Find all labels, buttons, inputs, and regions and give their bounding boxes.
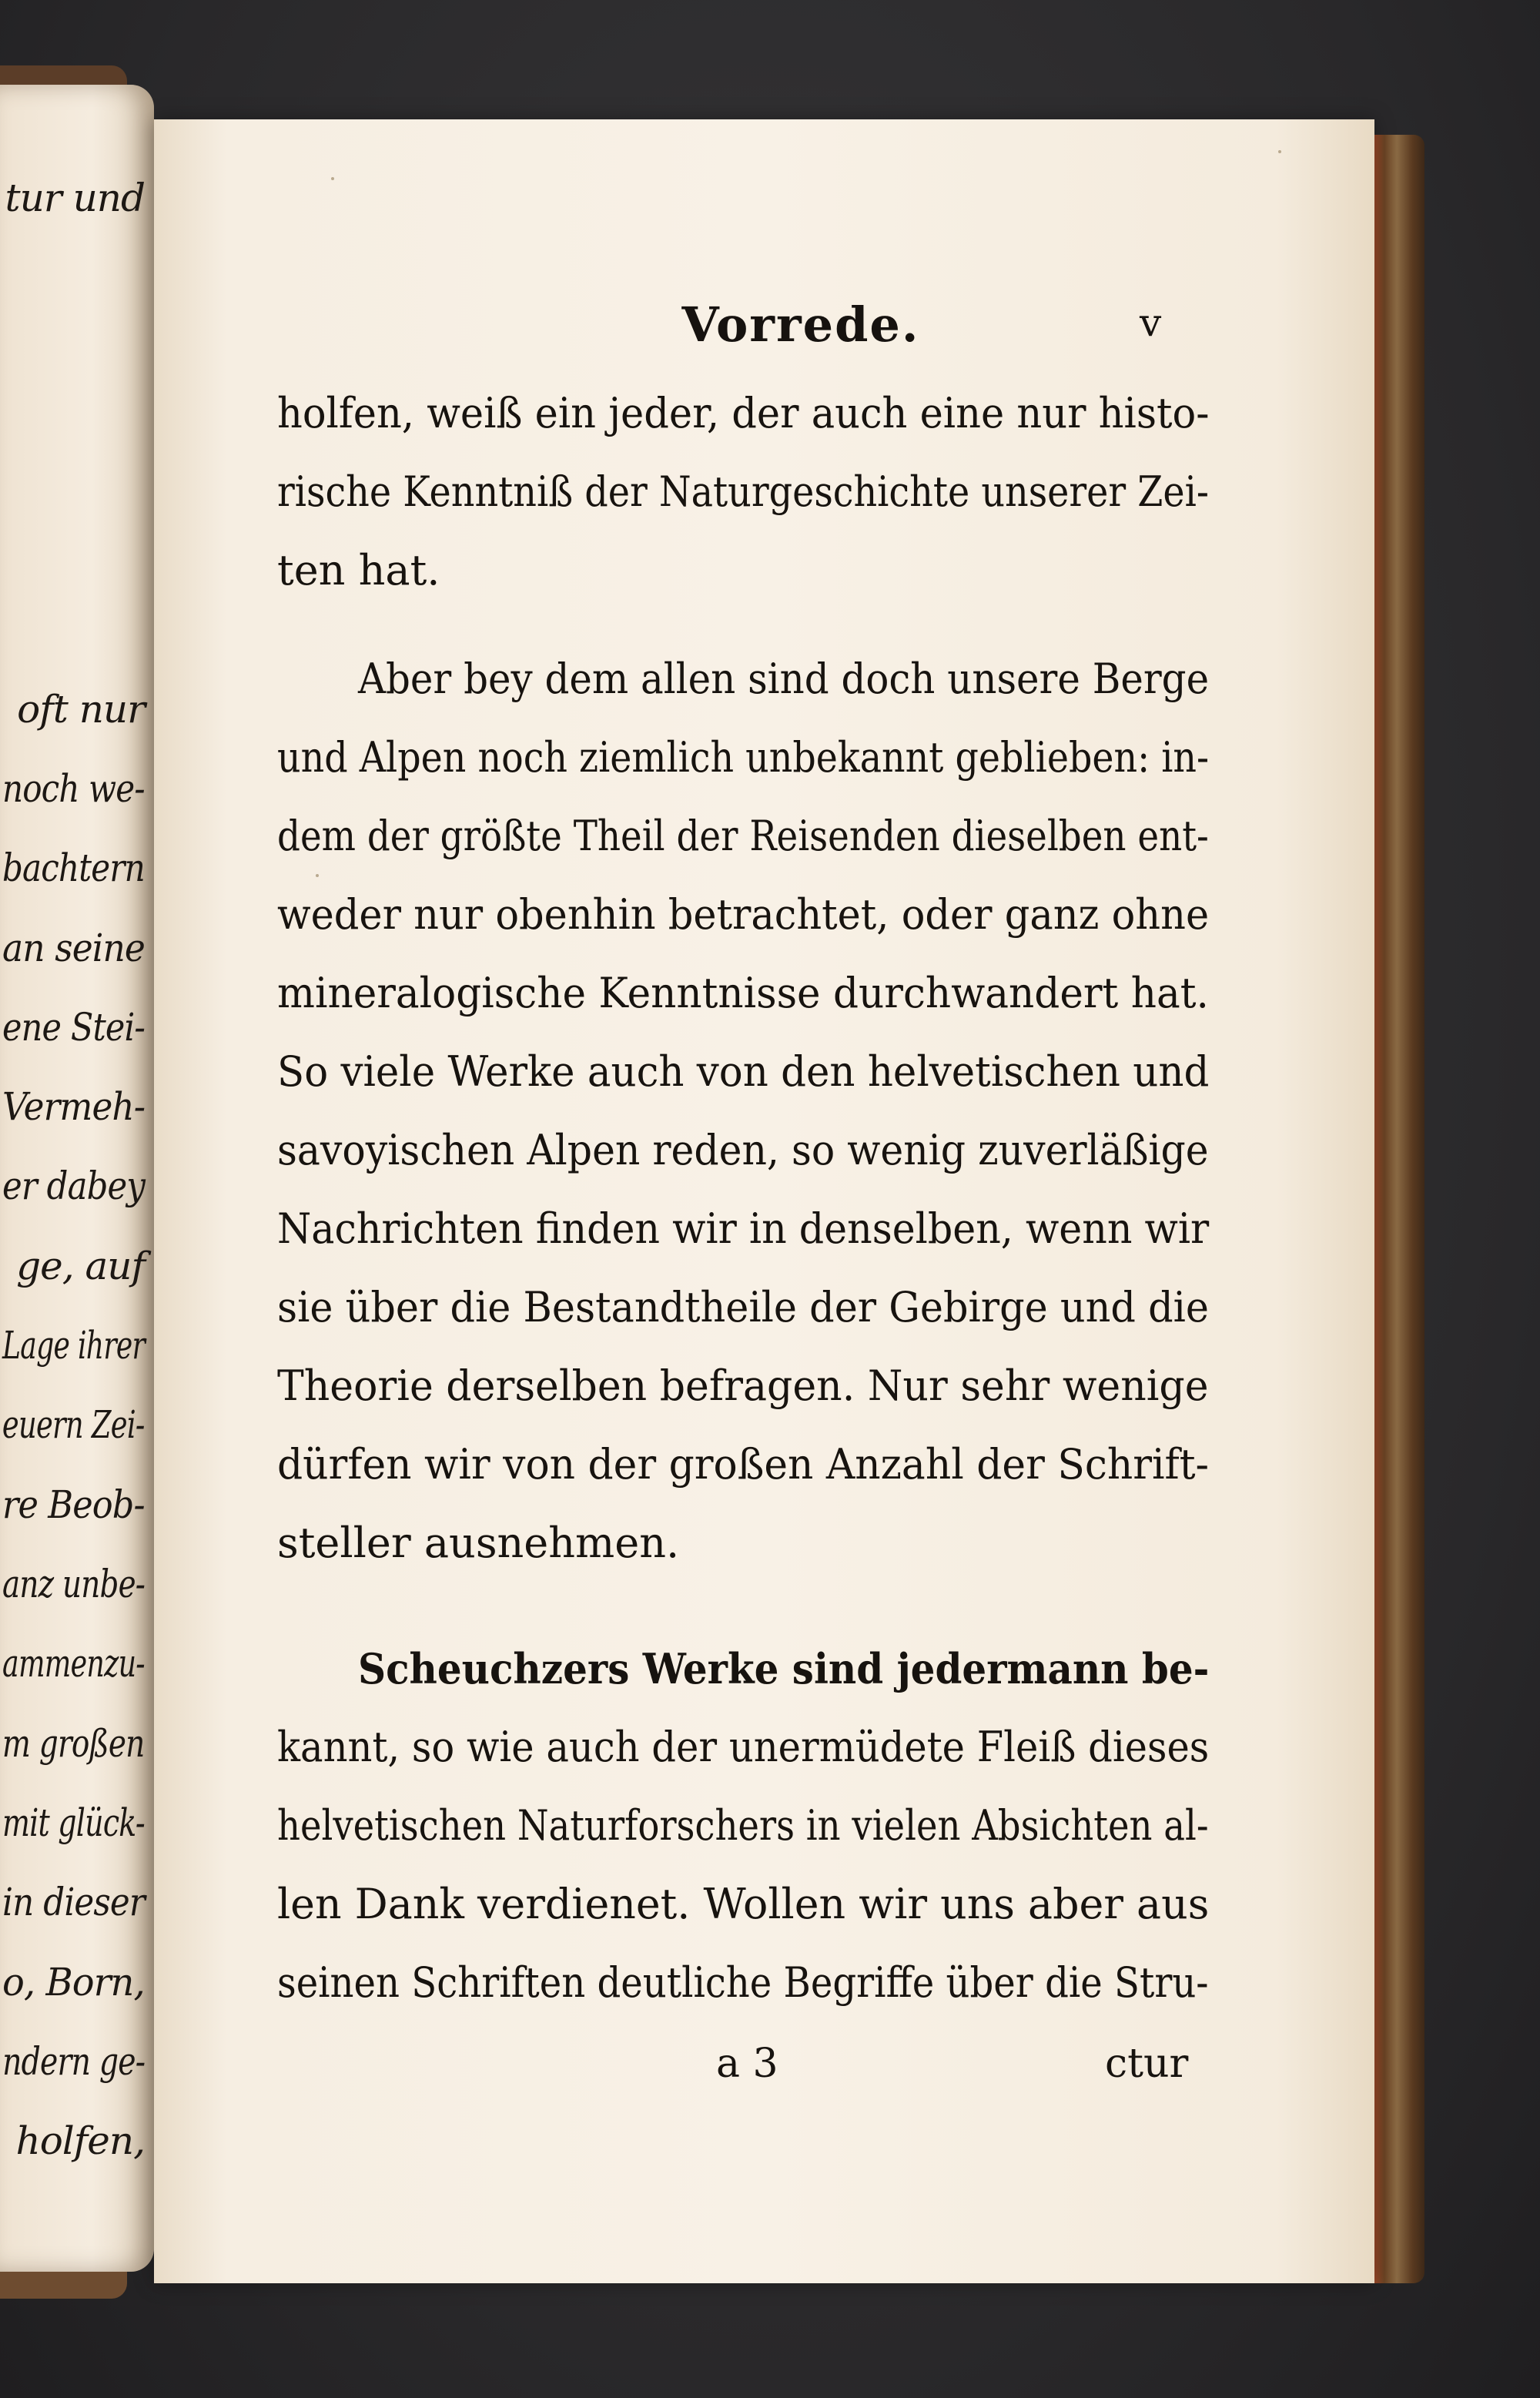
left-page-line: ge, auf (16, 1244, 145, 1288)
book-page (154, 119, 1374, 2283)
text-line: savoyischen Alpen reden, so wenig zuverläßige (277, 1126, 1209, 1174)
left-page-line: re Beob- (2, 1482, 145, 1527)
text-line: rische Kenntniß der Naturgeschichte unserer Zei- (277, 467, 1209, 516)
text-line: helvetischen Naturforschers in vielen Absichten al- (277, 1801, 1209, 1850)
text-line: len Dank verdienet. Wollen wir uns aber aus (277, 1880, 1210, 1928)
text-line: Scheuchzers Werke sind jedermann be- (358, 1644, 1210, 1693)
text-line: steller ausnehmen. (277, 1519, 680, 1567)
left-page-line: er dabey (2, 1164, 145, 1208)
text-line: seinen Schriften deutliche Begriffe über die Stru- (277, 1958, 1209, 2007)
left-page-line: anz unbe- (2, 1562, 145, 1606)
text-line: dürfen wir von der großen Anzahl der Schrift- (277, 1440, 1210, 1489)
left-page-line: tur und (5, 176, 145, 220)
text-line: ten hat. (277, 546, 440, 594)
left-page-line: in dieser (2, 1880, 145, 1924)
left-page-line: oft nur (17, 687, 145, 732)
text-line: Aber bey dem allen sind doch unsere Berge (358, 655, 1210, 703)
text-line: sie über die Bestandtheile der Gebirge und die (277, 1283, 1210, 1331)
signature-mark: a 3 (716, 2041, 778, 2087)
catchword: ctur (1105, 2041, 1189, 2087)
left-page-line: Vermeh- (2, 1084, 145, 1129)
left-page-line: o, Born, (2, 1960, 145, 2004)
text-line: Nachrichten finden wir in denselben, wenn wir (277, 1204, 1210, 1253)
left-facing-page (0, 85, 154, 2272)
running-head-title: Vorrede. (681, 296, 920, 353)
left-page-line: noch we- (2, 766, 145, 811)
text-line: kannt, so wie auch der unermüdete Fleiß dieses (277, 1723, 1210, 1771)
left-page-line: an seine (2, 926, 145, 970)
text-line: mineralogische Kenntnisse durchwandert hat. (277, 969, 1209, 1017)
left-page-line: ammenzu- (2, 1641, 145, 1686)
page-number: v (1140, 300, 1162, 345)
text-line: dem der größte Theil der Reisenden dieselben ent- (277, 812, 1209, 860)
left-page-line: mit glück- (2, 1800, 145, 1845)
left-page-line: ndern ge- (2, 2039, 145, 2084)
left-page-line: holfen, (15, 2118, 145, 2163)
left-page-line: Lage ihrer (2, 1323, 145, 1368)
text-line: holfen, weiß ein jeder, der auch eine nur histo- (277, 389, 1210, 437)
text-line: Theorie derselben befragen. Nur sehr wenige (277, 1361, 1209, 1410)
left-page-line: bachtern (2, 846, 145, 890)
text-line: weder nur obenhin betrachtet, oder ganz ohne (277, 890, 1210, 939)
left-page-line: ene Stei- (2, 1005, 145, 1050)
text-line: und Alpen noch ziemlich unbekannt geblieben: in- (277, 733, 1210, 782)
left-page-line: euern Zei- (2, 1402, 145, 1447)
left-page-line: m großen (2, 1721, 145, 1766)
text-line: So viele Werke auch von den helvetischen und (277, 1047, 1210, 1096)
